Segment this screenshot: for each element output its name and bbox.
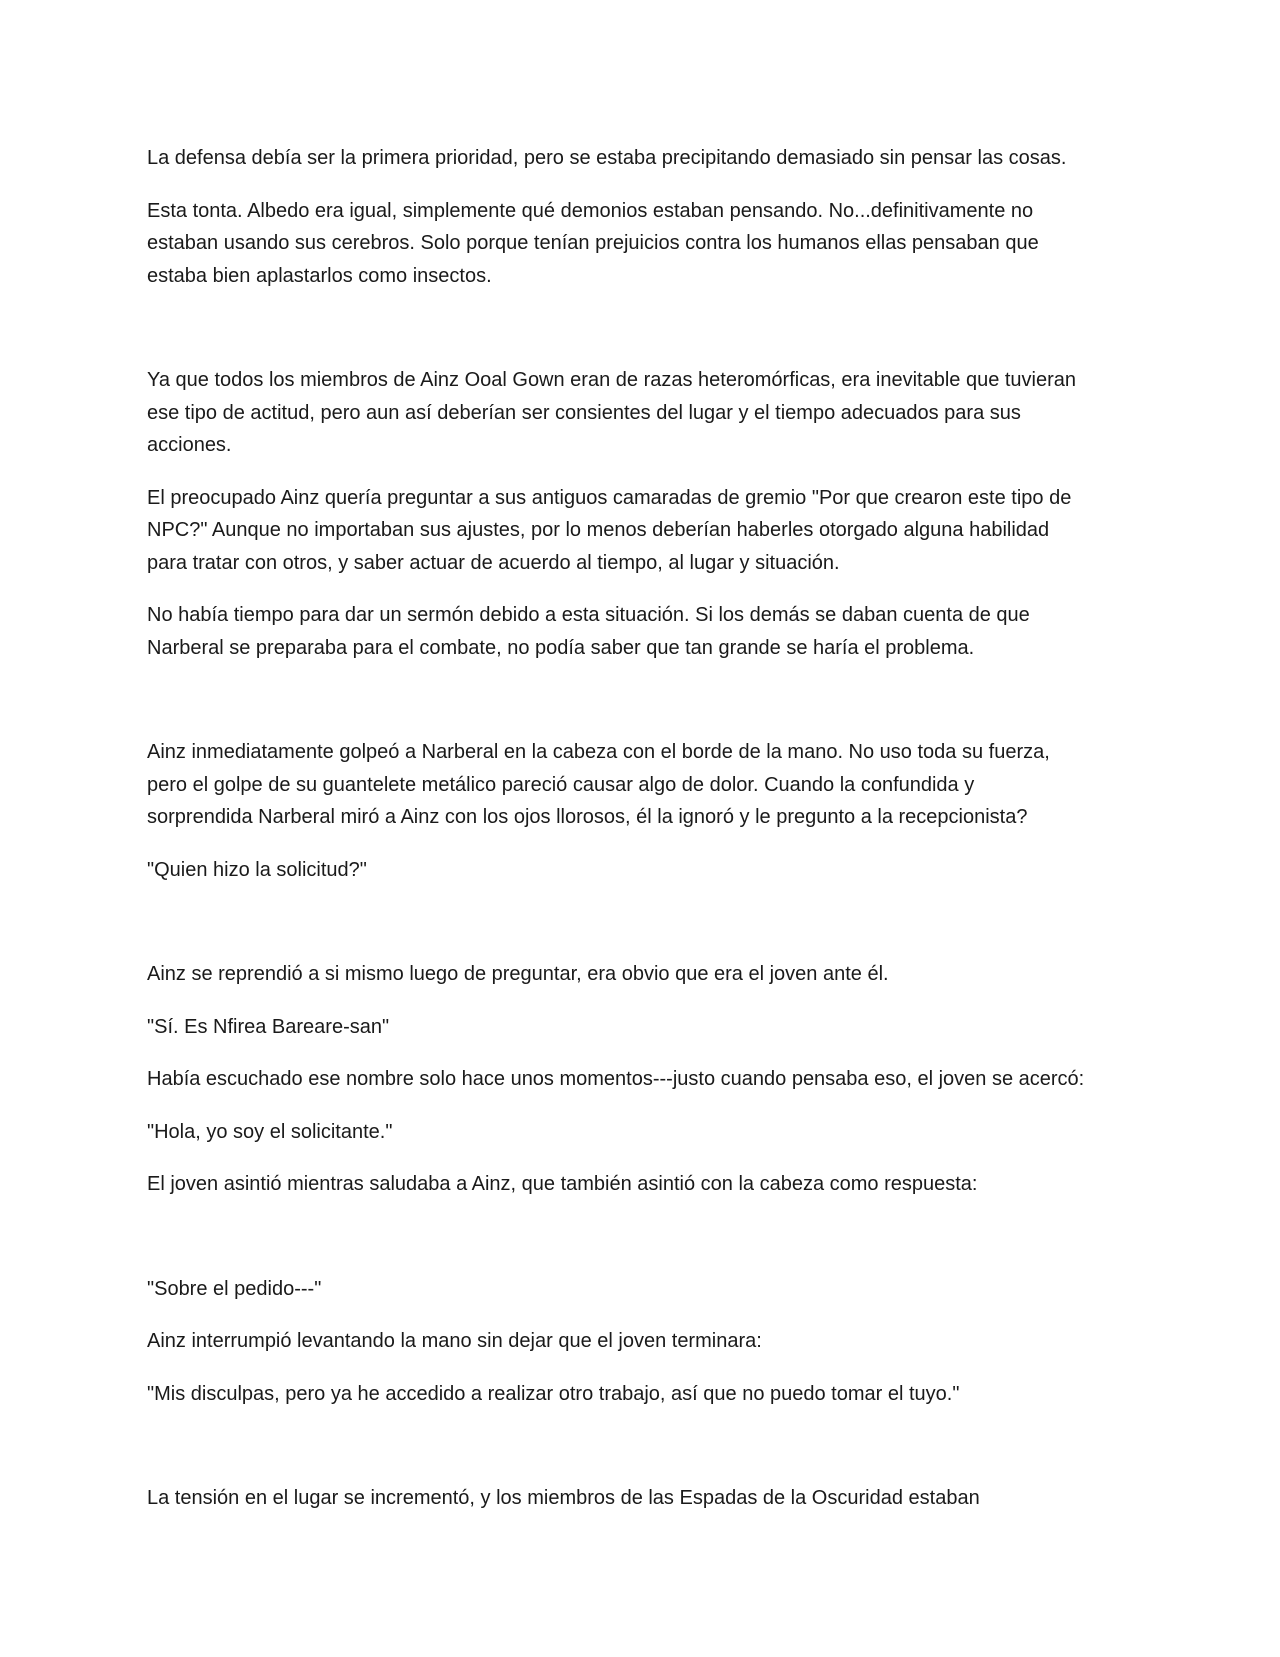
paragraph-2: Esta tonta. Albedo era igual, simplemente qué demonios estaban pensando. No...definitivamente no estaban usando sus cerebros. Solo porque tenían prejuicios contra los humanos ellas pensaban que estaba bien aplastarlos como insectos.	[147, 199, 1039, 287]
paragraph-4: El preocupado Ainz quería preguntar a sus antiguos camaradas de gremio "Por que crearon este tipo de NPC?" Aunque no importaban sus ajustes, por lo menos deberían haberles otorgado alguna habilidad para tratar con otros, y saber actuar de acuerdo al tiempo, al lugar y situación.	[147, 486, 1072, 574]
section-spacer	[147, 292, 1137, 364]
paragraph-spacer	[147, 991, 1137, 1011]
paragraph-spacer	[147, 1358, 1137, 1378]
paragraph-13: "Sobre el pedido---"	[147, 1277, 322, 1300]
paragraph-10: Había escuchado ese nombre solo hace unos momentos---justo cuando pensaba eso, el joven se acercó:	[147, 1068, 1085, 1090]
paragraph-8: Ainz se reprendió a si mismo luego de preguntar, era obvio que era el joven ante él.	[147, 963, 889, 985]
paragraph-7: "Quien hizo la solicitud?"	[147, 858, 367, 881]
paragraph-spacer	[147, 834, 1137, 854]
paragraph-11: "Hola, yo soy el solicitante."	[147, 1120, 393, 1143]
paragraph-spacer	[147, 579, 1137, 599]
paragraph-15: "Mis disculpas, pero ya he accedido a realizar otro trabajo, así que no puedo tomar el tuyo."	[147, 1382, 960, 1405]
section-spacer	[147, 1201, 1137, 1273]
document-page	[147, 142, 1137, 1515]
paragraph-spacer	[147, 1148, 1137, 1168]
section-spacer	[147, 664, 1137, 736]
paragraph-spacer	[147, 1305, 1137, 1325]
paragraph-16: La tensión en el lugar se incrementó, y los miembros de las Espadas de la Oscuridad estaban	[147, 1487, 980, 1509]
paragraph-spacer	[147, 175, 1137, 195]
paragraph-5: No había tiempo para dar un sermón debido a esta situación. Si los demás se daban cuenta de que Narberal se preparaba para el combate, no podía saber que tan grande se haría el problema.	[147, 604, 1030, 659]
paragraph-6: Ainz inmediatamente golpeó a Narberal en la cabeza con el borde de la mano. No uso toda su fuerza, pero el golpe de su guantelete metálico pareció causar algo de dolor. Cuando la confundida y sorprendida Narberal miró a Ainz con los ojos llorosos, él la ignoró y le pregunto a la recepcionista?	[147, 741, 1050, 828]
section-spacer	[147, 886, 1137, 958]
paragraph-12: El joven asintió mientras saludaba a Ainz, que también asintió con la cabeza como respuesta:	[147, 1173, 978, 1195]
paragraph-1: La defensa debía ser la primera prioridad, pero se estaba precipitando demasiado sin pensar las cosas.	[147, 147, 1067, 169]
paragraph-spacer	[147, 1043, 1137, 1063]
paragraph-14: Ainz interrumpió levantando la mano sin dejar que el joven terminara:	[147, 1330, 762, 1352]
paragraph-spacer	[147, 1096, 1137, 1116]
paragraph-spacer	[147, 462, 1137, 482]
paragraph-9: "Sí. Es Nfirea Bareare-san"	[147, 1015, 390, 1038]
section-spacer	[147, 1410, 1137, 1482]
paragraph-3: Ya que todos los miembros de Ainz Ooal Gown eran de razas heteromórficas, era inevitable que tuvieran ese tipo de actitud, pero aun así deberían ser consientes del lugar y el tiempo adecuados para sus acciones.	[147, 369, 1077, 456]
